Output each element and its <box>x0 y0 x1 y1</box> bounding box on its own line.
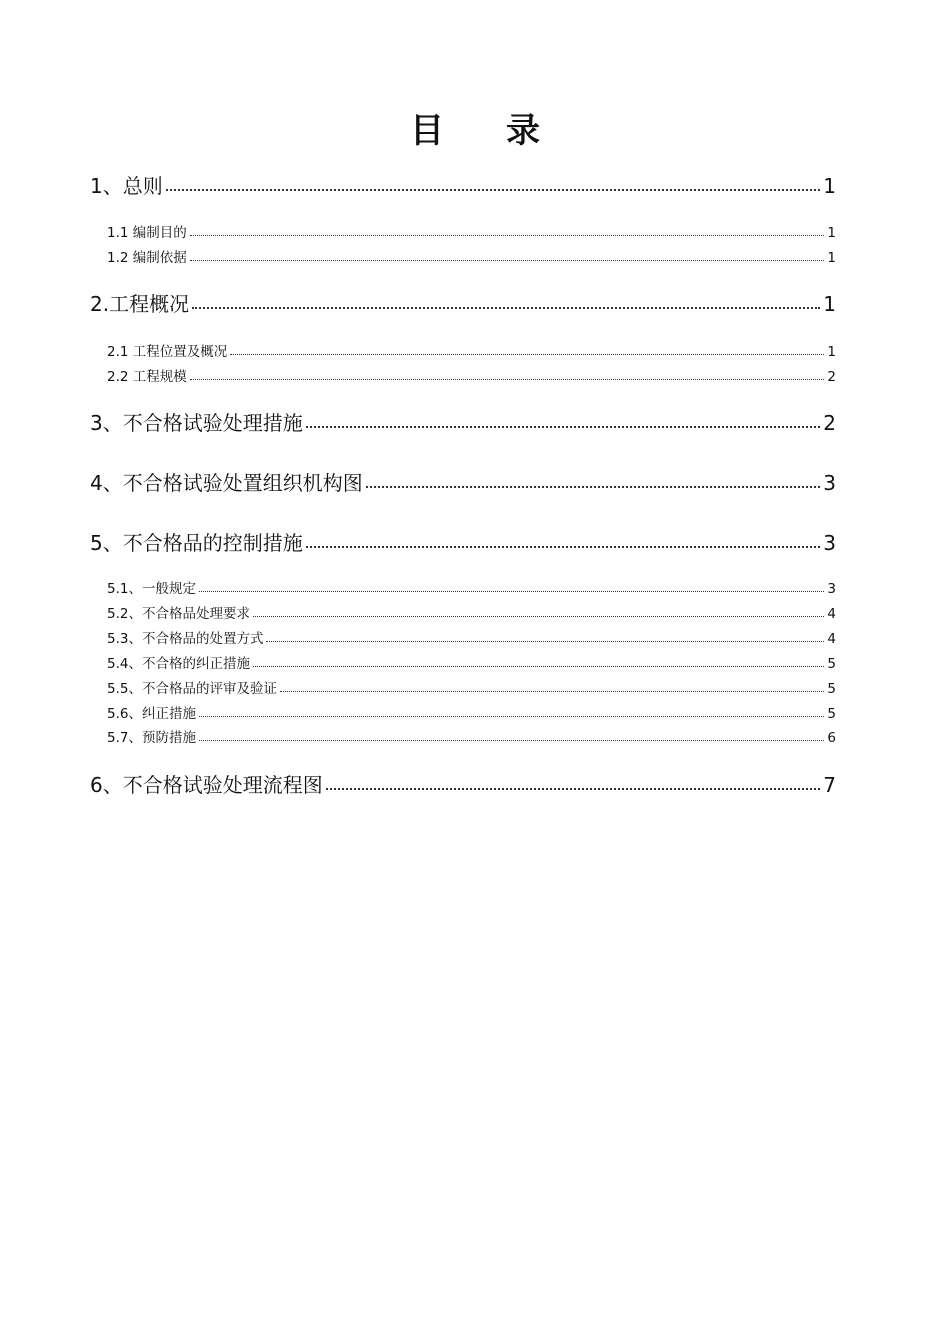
toc-entry-text: 4、不合格试验处置组织机构图 <box>90 471 363 495</box>
toc-entry-text: 1、总则 <box>90 174 163 198</box>
toc-leader-dots <box>266 641 824 642</box>
toc-page-number: 3 <box>823 531 836 555</box>
toc-entry-1-2[interactable] <box>107 248 836 268</box>
toc-entry-3[interactable] <box>90 409 836 437</box>
toc-page-number: 4 <box>827 606 836 622</box>
toc-leader-dots <box>306 546 821 548</box>
toc-entry-4[interactable] <box>90 469 836 497</box>
toc-leader-dots <box>190 260 825 261</box>
toc-entry-text: 1.2 编制依据 <box>107 250 187 266</box>
toc-page-number: 1 <box>823 292 836 316</box>
toc-leader-dots <box>253 616 824 617</box>
toc-entry-text: 1.1 编制目的 <box>107 225 187 241</box>
toc-entry-1-1[interactable] <box>107 223 836 243</box>
toc-leader-dots <box>366 486 821 488</box>
toc-entry-5-2[interactable] <box>107 604 836 624</box>
toc-entry-5-7[interactable] <box>107 728 836 748</box>
toc-page-number: 1 <box>827 250 836 266</box>
toc-leader-dots <box>326 788 821 790</box>
toc-entry-text: 5.5、不合格品的评审及验证 <box>107 681 277 697</box>
toc-entry-text: 3、不合格试验处理措施 <box>90 411 303 435</box>
toc-entry-1[interactable] <box>90 172 836 200</box>
toc-entry-text: 2.1 工程位置及概况 <box>107 344 228 360</box>
toc-page-number: 3 <box>827 581 836 597</box>
toc-page-number: 5 <box>827 706 836 722</box>
toc-entry-2-1[interactable] <box>107 342 836 362</box>
toc-entry-5[interactable] <box>90 529 836 557</box>
toc-leader-dots <box>190 379 825 380</box>
toc-entry-2[interactable] <box>90 290 836 318</box>
toc-entry-text: 5.3、不合格品的处置方式 <box>107 631 264 647</box>
toc-entry-5-3[interactable] <box>107 629 836 649</box>
toc-entry-text: 6、不合格试验处理流程图 <box>90 773 323 797</box>
toc-leader-dots <box>166 189 821 191</box>
toc-leader-dots <box>253 666 824 667</box>
toc-page-number: 7 <box>823 773 836 797</box>
toc-leader-dots <box>199 591 824 592</box>
toc-page-number: 1 <box>827 225 836 241</box>
toc-entry-text: 5.6、纠正措施 <box>107 706 196 722</box>
toc-page-number: 4 <box>827 631 836 647</box>
toc-page-number: 1 <box>827 344 836 360</box>
toc-entry-text: 5.1、一般规定 <box>107 581 196 597</box>
toc-title: 目录 <box>410 111 602 151</box>
toc-page-number: 2 <box>823 411 836 435</box>
toc-entry-2-2[interactable] <box>107 367 836 387</box>
toc-page-number: 6 <box>827 730 836 746</box>
toc-entry-5-6[interactable] <box>107 704 836 724</box>
toc-entry-5-4[interactable] <box>107 654 836 674</box>
toc-leader-dots <box>230 354 824 355</box>
toc-leader-dots <box>199 740 824 741</box>
toc-leader-dots <box>192 307 820 309</box>
toc-page-number: 3 <box>823 471 836 495</box>
toc-leader-dots <box>280 691 824 692</box>
toc-entry-5-5[interactable] <box>107 679 836 699</box>
toc-page-number: 5 <box>827 656 836 672</box>
toc-entry-text: 5.7、预防措施 <box>107 730 196 746</box>
toc-page-number: 1 <box>823 174 836 198</box>
toc-leader-dots <box>306 426 821 428</box>
toc-entry-text: 5.2、不合格品处理要求 <box>107 606 250 622</box>
toc-page-number: 5 <box>827 681 836 697</box>
toc-entry-text: 2.2 工程规模 <box>107 369 187 385</box>
toc-entry-5-1[interactable] <box>107 579 836 599</box>
toc-entry-text: 2.工程概况 <box>90 292 190 316</box>
toc-leader-dots <box>190 235 825 236</box>
toc-entry-text: 5、不合格品的控制措施 <box>90 531 303 555</box>
toc-entry-6[interactable] <box>90 771 836 799</box>
toc-page-number: 2 <box>827 369 836 385</box>
toc-entry-text: 5.4、不合格的纠正措施 <box>107 656 250 672</box>
toc-leader-dots <box>199 716 824 717</box>
